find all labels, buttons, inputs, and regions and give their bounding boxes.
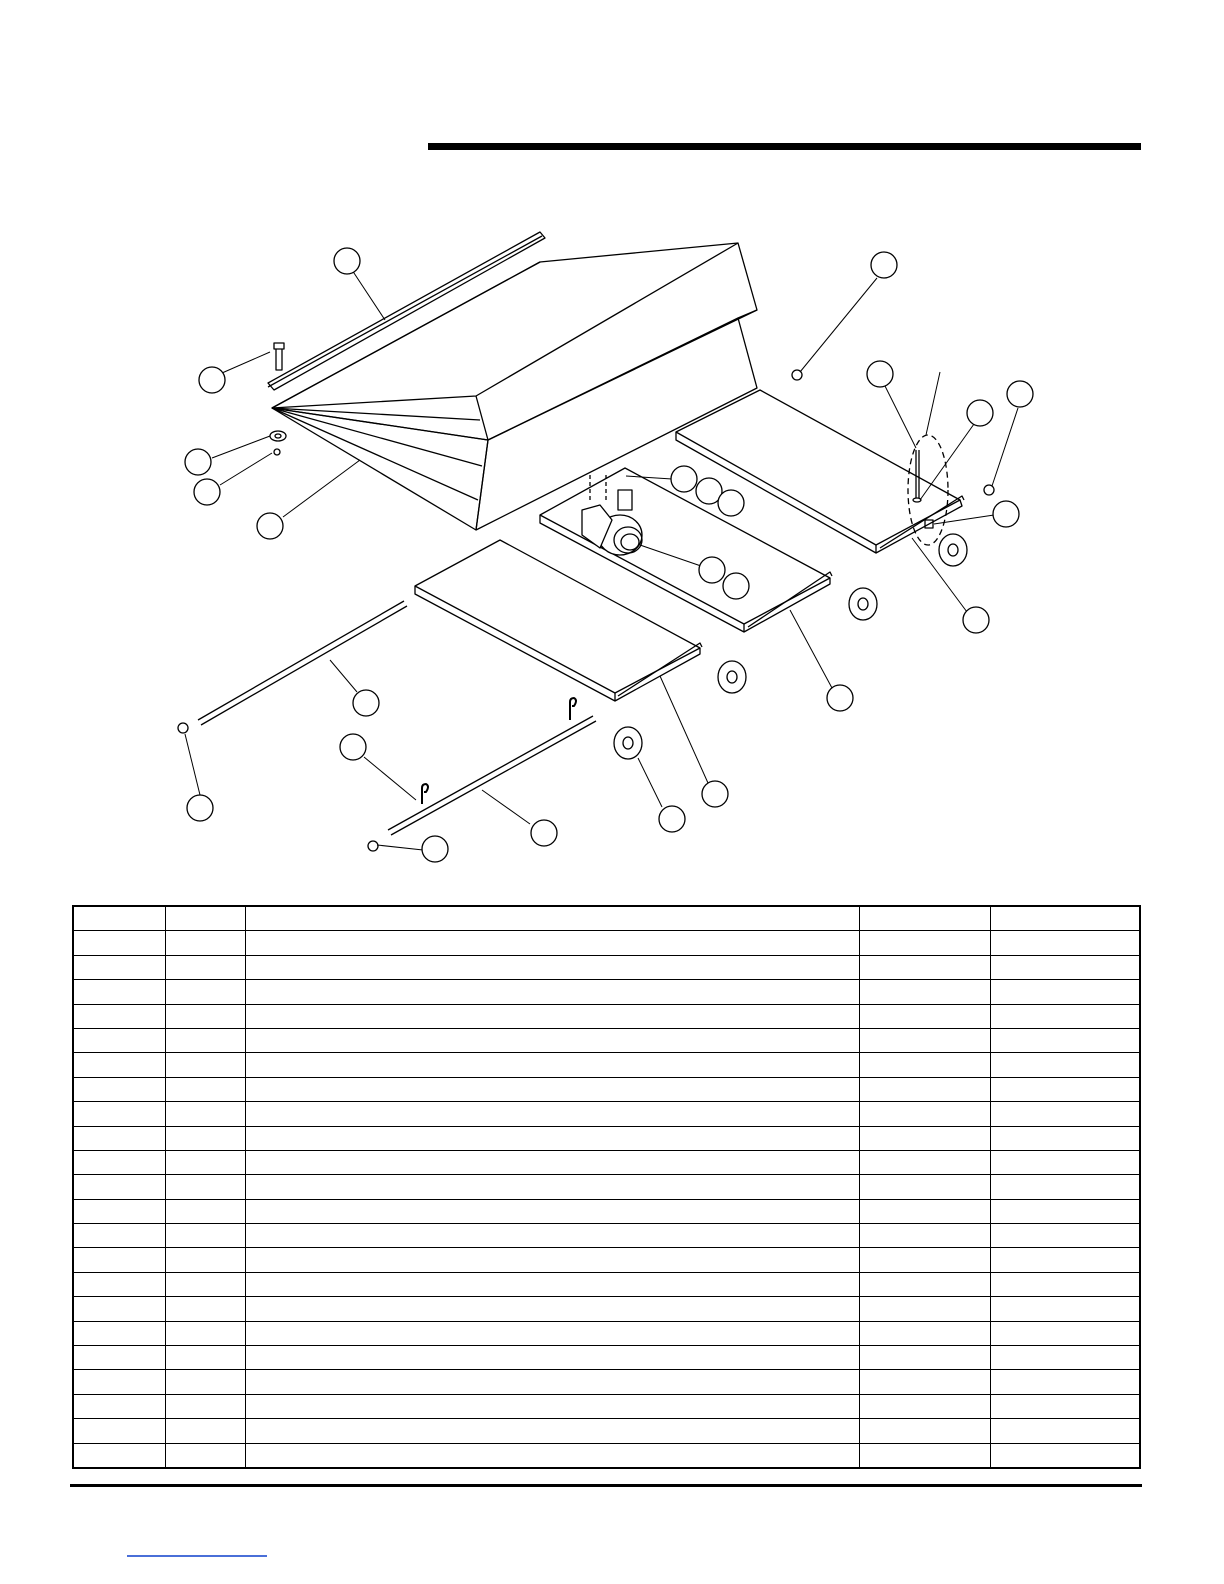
- table-cell: [245, 1126, 859, 1150]
- table-cell: [73, 1175, 165, 1199]
- table-cell: [245, 1224, 859, 1248]
- table-row: [73, 1443, 1140, 1468]
- table-cell: [73, 1419, 165, 1443]
- table-cell: [165, 1394, 245, 1418]
- table-cell: [990, 1321, 1140, 1345]
- table-row: [73, 931, 1140, 955]
- table-cell: [73, 1346, 165, 1370]
- bottom-rule: [70, 1484, 1142, 1487]
- table-cell: [859, 1443, 990, 1468]
- table-cell: [73, 1248, 165, 1272]
- table-cell: [859, 980, 990, 1004]
- table-cell: [990, 1077, 1140, 1101]
- table-cell: [245, 1394, 859, 1418]
- table-cell: [990, 1053, 1140, 1077]
- table-cell: [990, 1370, 1140, 1394]
- table-cell: [165, 1199, 245, 1223]
- parts-table: [72, 905, 1141, 1469]
- cotter-pin: [570, 698, 576, 720]
- table-cell: [165, 1150, 245, 1174]
- table-cell: [990, 1297, 1140, 1321]
- table-cell: [990, 1272, 1140, 1296]
- table-cell: [859, 1053, 990, 1077]
- table-cell: [165, 1346, 245, 1370]
- table-cell: [990, 1224, 1140, 1248]
- table-cell: [73, 931, 165, 955]
- table-cell: [245, 1053, 859, 1077]
- washer: [270, 431, 286, 441]
- table-cell: [859, 1004, 990, 1028]
- table-cell: [73, 1394, 165, 1418]
- nut: [984, 485, 994, 495]
- table-cell: [245, 1346, 859, 1370]
- table-row: [73, 1126, 1140, 1150]
- table-cell: [859, 1346, 990, 1370]
- nut: [368, 841, 378, 851]
- table-cell: [73, 980, 165, 1004]
- table-header-row: [73, 906, 1140, 931]
- table-cell: [73, 1102, 165, 1126]
- table-row: [73, 955, 1140, 979]
- table-row: [73, 1346, 1140, 1370]
- table-cell: [73, 1053, 165, 1077]
- table-header-cell: [859, 906, 990, 931]
- table-cell: [990, 1102, 1140, 1126]
- table-cell: [859, 1126, 990, 1150]
- table-cell: [859, 1272, 990, 1296]
- table-row: [73, 1053, 1140, 1077]
- table-cell: [165, 1419, 245, 1443]
- table-cell: [245, 1248, 859, 1272]
- table-cell: [990, 1028, 1140, 1052]
- table-cell: [990, 1248, 1140, 1272]
- table-cell: [990, 1199, 1140, 1223]
- table-cell: [73, 1126, 165, 1150]
- table-row: [73, 1321, 1140, 1345]
- table-cell: [73, 1224, 165, 1248]
- table-cell: [245, 1321, 859, 1345]
- table-row: [73, 1248, 1140, 1272]
- table-cell: [165, 1004, 245, 1028]
- table-cell: [990, 1004, 1140, 1028]
- table-cell: [165, 1053, 245, 1077]
- table-cell: [165, 955, 245, 979]
- table-cell: [73, 1297, 165, 1321]
- nut: [274, 449, 280, 455]
- table-cell: [165, 1248, 245, 1272]
- table-cell: [990, 1126, 1140, 1150]
- table-cell: [859, 1102, 990, 1126]
- table-cell: [245, 1443, 859, 1468]
- table-cell: [990, 1150, 1140, 1174]
- table-cell: [73, 1028, 165, 1052]
- table-cell: [165, 1321, 245, 1345]
- table-row: [73, 1370, 1140, 1394]
- table-row: [73, 1199, 1140, 1223]
- table-cell: [165, 1272, 245, 1296]
- table-header-cell: [245, 906, 859, 931]
- table-cell: [245, 1028, 859, 1052]
- table-row: [73, 1102, 1140, 1126]
- table-cell: [859, 1370, 990, 1394]
- table-cell: [245, 1419, 859, 1443]
- table-cell: [990, 955, 1140, 979]
- table-row: [73, 1077, 1140, 1101]
- table-row: [73, 980, 1140, 1004]
- table-cell: [245, 931, 859, 955]
- table-cell: [990, 1175, 1140, 1199]
- table-cell: [859, 1297, 990, 1321]
- bolt: [274, 343, 284, 370]
- table-cell: [73, 1370, 165, 1394]
- table-row: [73, 1394, 1140, 1418]
- table-cell: [859, 1150, 990, 1174]
- table-cell: [859, 1321, 990, 1345]
- table-row: [73, 1297, 1140, 1321]
- cotter-pin: [422, 784, 428, 804]
- table-cell: [859, 1077, 990, 1101]
- footer-link[interactable]: [127, 1555, 267, 1557]
- table-cell: [165, 931, 245, 955]
- nut: [178, 723, 188, 733]
- table-cell: [990, 1346, 1140, 1370]
- table-cell: [859, 1028, 990, 1052]
- table-cell: [245, 1199, 859, 1223]
- table-row: [73, 1150, 1140, 1174]
- table-cell: [859, 1175, 990, 1199]
- table-cell: [165, 1370, 245, 1394]
- table-cell: [73, 1150, 165, 1174]
- table-row: [73, 1004, 1140, 1028]
- table-cell: [245, 1102, 859, 1126]
- table-cell: [245, 955, 859, 979]
- table-cell: [990, 931, 1140, 955]
- table-header-cell: [73, 906, 165, 931]
- table-cell: [165, 1077, 245, 1101]
- table-cell: [165, 980, 245, 1004]
- table-cell: [73, 955, 165, 979]
- table-row: [73, 1272, 1140, 1296]
- table-cell: [165, 1297, 245, 1321]
- table-cell: [73, 1321, 165, 1345]
- table-cell: [245, 1272, 859, 1296]
- table-cell: [165, 1126, 245, 1150]
- table-cell: [73, 1272, 165, 1296]
- table-cell: [73, 1443, 165, 1468]
- table-cell: [990, 1443, 1140, 1468]
- table-row: [73, 1224, 1140, 1248]
- table-cell: [859, 931, 990, 955]
- table-cell: [990, 1419, 1140, 1443]
- table-cell: [73, 1077, 165, 1101]
- table-cell: [245, 1004, 859, 1028]
- table-cell: [245, 1175, 859, 1199]
- table-row: [73, 1419, 1140, 1443]
- table-cell: [245, 1150, 859, 1174]
- table-cell: [165, 1175, 245, 1199]
- table-cell: [990, 980, 1140, 1004]
- table-row: [73, 1175, 1140, 1199]
- table-cell: [245, 1370, 859, 1394]
- table-cell: [859, 1394, 990, 1418]
- table-cell: [859, 1419, 990, 1443]
- table-cell: [859, 1248, 990, 1272]
- table-cell: [165, 1028, 245, 1052]
- table-cell: [245, 1297, 859, 1321]
- table-header-cell: [990, 906, 1140, 931]
- table-header-cell: [165, 906, 245, 931]
- table-cell: [859, 1199, 990, 1223]
- table-cell: [165, 1443, 245, 1468]
- table-cell: [165, 1224, 245, 1248]
- table-cell: [859, 955, 990, 979]
- table-cell: [73, 1199, 165, 1223]
- table-row: [73, 1028, 1140, 1052]
- table-cell: [245, 1077, 859, 1101]
- table-cell: [245, 980, 859, 1004]
- table-cell: [73, 1004, 165, 1028]
- table-cell: [859, 1224, 990, 1248]
- table-cell: [990, 1394, 1140, 1418]
- table-cell: [165, 1102, 245, 1126]
